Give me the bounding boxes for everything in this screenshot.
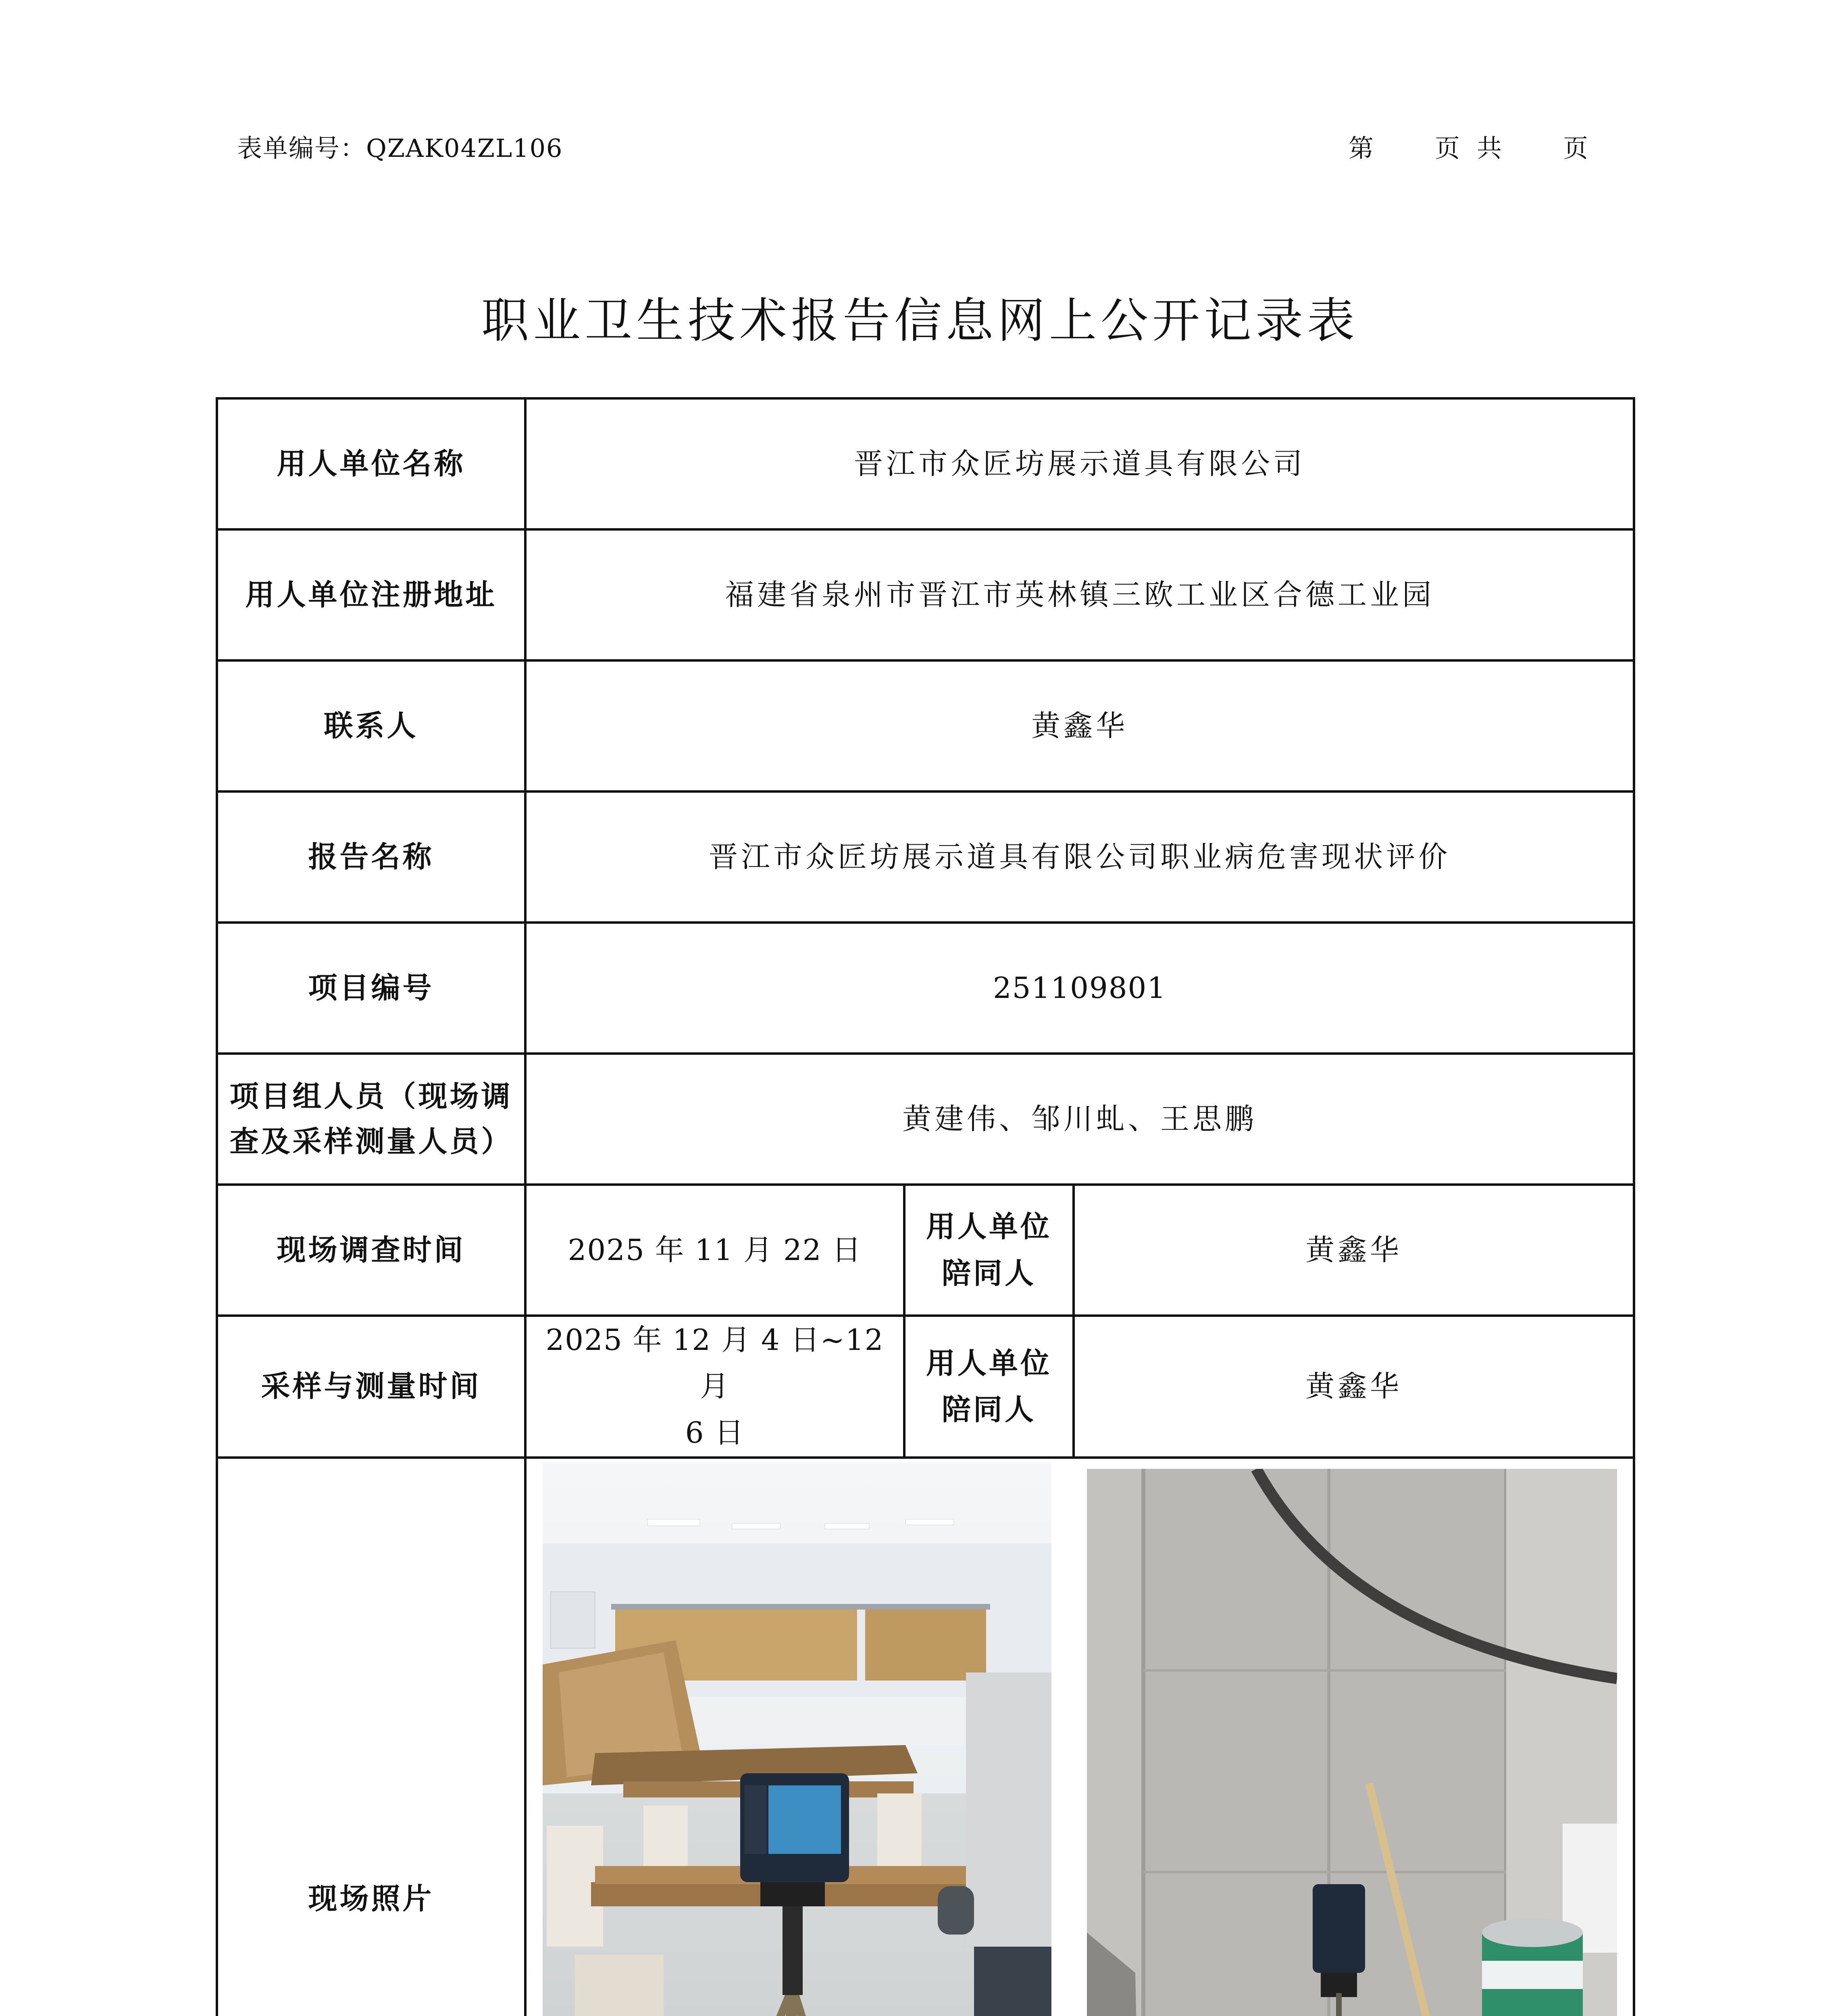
page-info-1: 第 xyxy=(1349,133,1375,163)
record-table xyxy=(216,397,1635,2016)
row-photos xyxy=(217,1458,1634,2016)
unit-name-label: 用人单位名称 xyxy=(217,398,525,529)
unit-name-value: 晋江市众匠坊展示道具有限公司 xyxy=(525,398,1634,529)
row-sampling xyxy=(217,1316,1634,1458)
photos-label: 现场照片 xyxy=(217,1458,525,2016)
team-label-line1: 项目组人员（现场调 xyxy=(229,1079,513,1113)
sampling-escort: 黄鑫华 xyxy=(1074,1316,1634,1458)
team-label xyxy=(217,1054,525,1185)
page-info-4: 页 xyxy=(1563,133,1589,163)
sampling-escort-label-line1: 用人单位 xyxy=(926,1346,1052,1380)
project-no-label: 项目编号 xyxy=(217,923,525,1054)
team-label-line2: 查及采样测量人员） xyxy=(229,1124,513,1158)
row-unit-name xyxy=(217,398,1634,529)
form-number xyxy=(237,128,563,164)
survey-date: 2025 年 11 月 22 日 xyxy=(525,1185,904,1316)
form-number-value: QZAK04ZL106 xyxy=(366,133,563,163)
row-unit-address xyxy=(217,529,1634,660)
row-contact xyxy=(217,660,1634,791)
unit-address-label: 用人单位注册地址 xyxy=(217,529,525,660)
site-photo-booth xyxy=(1087,1469,1617,2016)
page-info-2: 页 xyxy=(1435,133,1461,163)
sampling-escort-label-line2: 陪同人 xyxy=(941,1392,1036,1427)
team-value: 黄建伟、邹川虬、王思鹏 xyxy=(525,1054,1634,1185)
form-number-label: 表单编号： xyxy=(237,133,366,163)
survey-label: 现场调查时间 xyxy=(217,1185,525,1316)
photo-area xyxy=(527,1459,1633,2016)
sampling-date-line2: 6 日 xyxy=(685,1416,745,1450)
page-info-3: 共 xyxy=(1477,133,1503,163)
sampling-date xyxy=(525,1316,904,1458)
sampling-label: 采样与测量时间 xyxy=(217,1316,525,1458)
row-team xyxy=(217,1054,1634,1185)
photos-cell xyxy=(525,1458,1634,2016)
survey-escort-label-line1: 用人单位 xyxy=(926,1210,1052,1244)
survey-escort: 黄鑫华 xyxy=(1074,1185,1634,1316)
row-survey xyxy=(217,1185,1634,1316)
row-project-no xyxy=(217,923,1634,1054)
report-name-value: 晋江市众匠坊展示道具有限公司职业病危害现状评价 xyxy=(525,791,1634,923)
contact-value: 黄鑫华 xyxy=(525,660,1634,791)
report-name-label: 报告名称 xyxy=(217,791,525,923)
project-no-value: 251109801 xyxy=(525,923,1634,1054)
unit-address-value: 福建省泉州市晋江市英林镇三欧工业区合德工业园 xyxy=(525,529,1634,660)
row-report-name xyxy=(217,791,1634,923)
survey-escort-label xyxy=(904,1185,1074,1316)
page-title: 职业卫生技术报告信息网上公开记录表 xyxy=(481,293,1359,348)
contact-label: 联系人 xyxy=(217,660,525,791)
page-info xyxy=(1349,128,1589,164)
survey-escort-label-line2: 陪同人 xyxy=(941,1256,1036,1290)
sampling-escort-label xyxy=(904,1316,1074,1458)
site-photo-workshop xyxy=(543,1463,1051,2016)
sampling-date-line1: 2025 年 12 月 4 日~12 月 xyxy=(545,1323,884,1404)
